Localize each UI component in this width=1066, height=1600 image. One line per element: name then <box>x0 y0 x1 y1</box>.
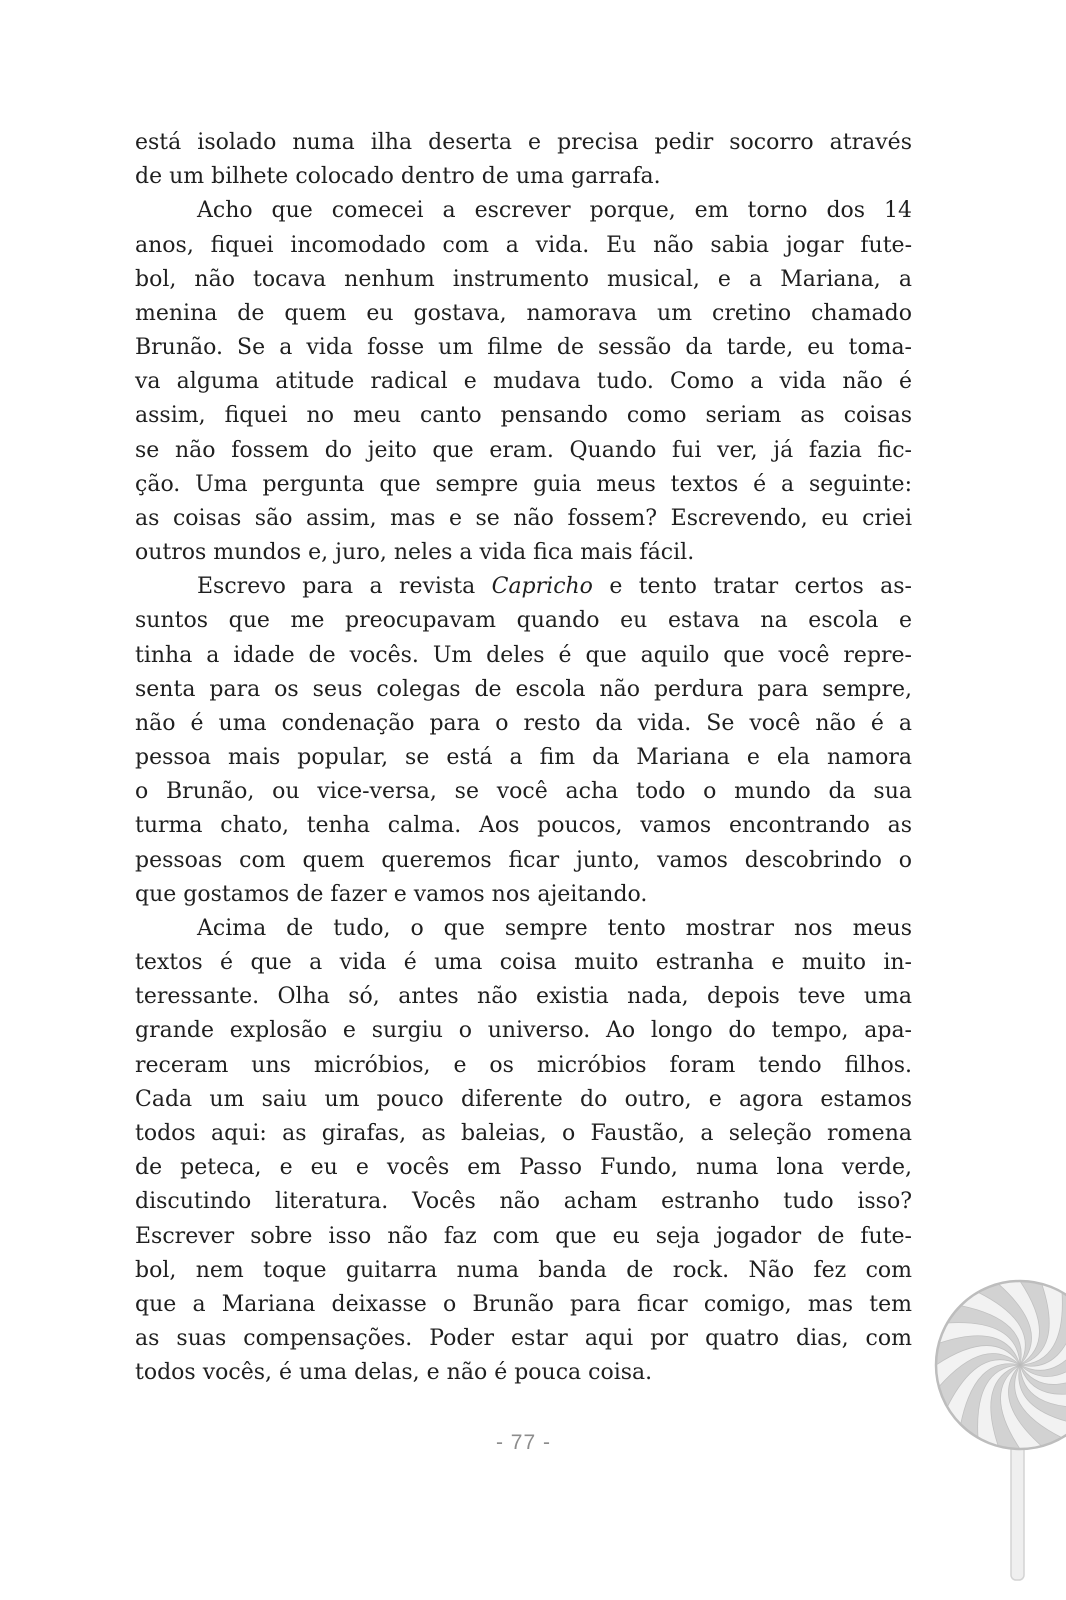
text-line: que gostamos de fazer e vamos nos ajeitando. <box>135 881 648 907</box>
text-line: pessoas com quem queremos ficar junto, vamos descobrindo o <box>135 847 912 873</box>
text-line: bol, não tocava nenhum instrumento musical, e a Mariana, a <box>135 266 912 292</box>
text-line: grande explosão e surgiu o universo. Ao longo do tempo, apa- <box>135 1018 912 1044</box>
text-line: o Brunão, ou vice-versa, se você acha todo o mundo da sua <box>135 779 912 805</box>
text-line: Escrever sobre isso não faz com que eu seja jogador de fute- <box>135 1223 912 1249</box>
text-line: discutindo literatura. Vocês não acham estranho tudo isso? <box>135 1189 912 1215</box>
text-line <box>135 570 912 604</box>
body-text <box>135 126 912 1390</box>
text-line: menina de quem eu gostava, namorava um cretino chamado <box>135 300 912 326</box>
text-line: receram uns micróbios, e os micróbios foram tendo filhos. <box>135 1052 912 1078</box>
text-line: que a Mariana deixasse o Brunão para ficar comigo, mas tem <box>135 1291 912 1317</box>
text-line: anos, fiquei incomodado com a vida. Eu não sabia jogar fute- <box>135 232 912 258</box>
text-line: de um bilhete colocado dentro de uma garrafa. <box>135 164 661 190</box>
text-line: de peteca, e eu e vocês em Passo Fundo, numa lona verde, <box>135 1155 912 1181</box>
text-line: senta para os seus colegas de escola não perdura para sempre, <box>135 676 912 702</box>
text-line: está isolado numa ilha deserta e precisa pedir socorro através <box>135 130 912 155</box>
text-line: teressante. Olha só, antes não existia nada, depois teve uma <box>135 984 912 1010</box>
text-line: todos aqui: as girafas, as baleias, o Faustão, a seleção romena <box>135 1120 912 1146</box>
text-line: assim, fiquei no meu canto pensando como seriam as coisas <box>135 403 912 429</box>
text-line: bol, nem toque guitarra numa banda de rock. Não fez com <box>135 1257 912 1283</box>
lollipop-icon <box>925 1270 1066 1590</box>
text-line: as coisas são assim, mas e se não fossem? Escrevendo, eu criei <box>135 505 912 531</box>
text-line: va alguma atitude radical e mudava tudo. Como a vida não é <box>135 369 912 395</box>
text-line: se não fossem do jeito que eram. Quando fui ver, já fazia fic- <box>135 437 912 463</box>
text-line: Acima de tudo, o que sempre tento mostrar nos meus <box>197 915 912 941</box>
lollipop-stick <box>1011 1438 1024 1580</box>
text-segment: Escrevo para a revista <box>197 574 492 600</box>
text-line: ção. Uma pergunta que sempre guia meus textos é a seguinte: <box>135 471 912 497</box>
page-number: - 77 - <box>495 1431 551 1454</box>
text-line: Cada um saiu um pouco diferente do outro, e agora estamos <box>135 1086 912 1112</box>
magazine-title: Capricho <box>491 574 593 600</box>
text-line: tinha a idade de vocês. Um deles é que aquilo que você repre- <box>135 642 912 668</box>
text-line: não é uma condenação para o resto da vida. Se você não é a <box>135 710 912 736</box>
text-line: turma chato, tenha calma. Aos poucos, vamos encontrando as <box>135 813 912 839</box>
paragraph <box>135 570 912 912</box>
text-line: Brunão. Se a vida fosse um filme de sessão da tarde, eu toma- <box>135 335 912 361</box>
text-line: pessoa mais popular, se está a fim da Mariana e ela namora <box>135 745 912 771</box>
text-line: as suas compensações. Poder estar aqui por quatro dias, com <box>135 1326 912 1352</box>
text-line: suntos que me preocupavam quando eu estava na escola e <box>135 608 912 634</box>
text-line: textos é que a vida é uma coisa muito estranha e muito in- <box>135 950 912 976</box>
text-segment: e tento tratar certos as- <box>592 574 912 600</box>
text-line: Acho que comecei a escrever porque, em torno dos 14 <box>197 198 912 224</box>
paragraph <box>135 126 912 194</box>
paragraph <box>135 194 912 570</box>
paragraph <box>135 912 912 1390</box>
text-line: todos vocês, é uma delas, e não é pouca coisa. <box>135 1360 653 1386</box>
text-line: outros mundos e, juro, neles a vida fica mais fácil. <box>135 540 695 566</box>
